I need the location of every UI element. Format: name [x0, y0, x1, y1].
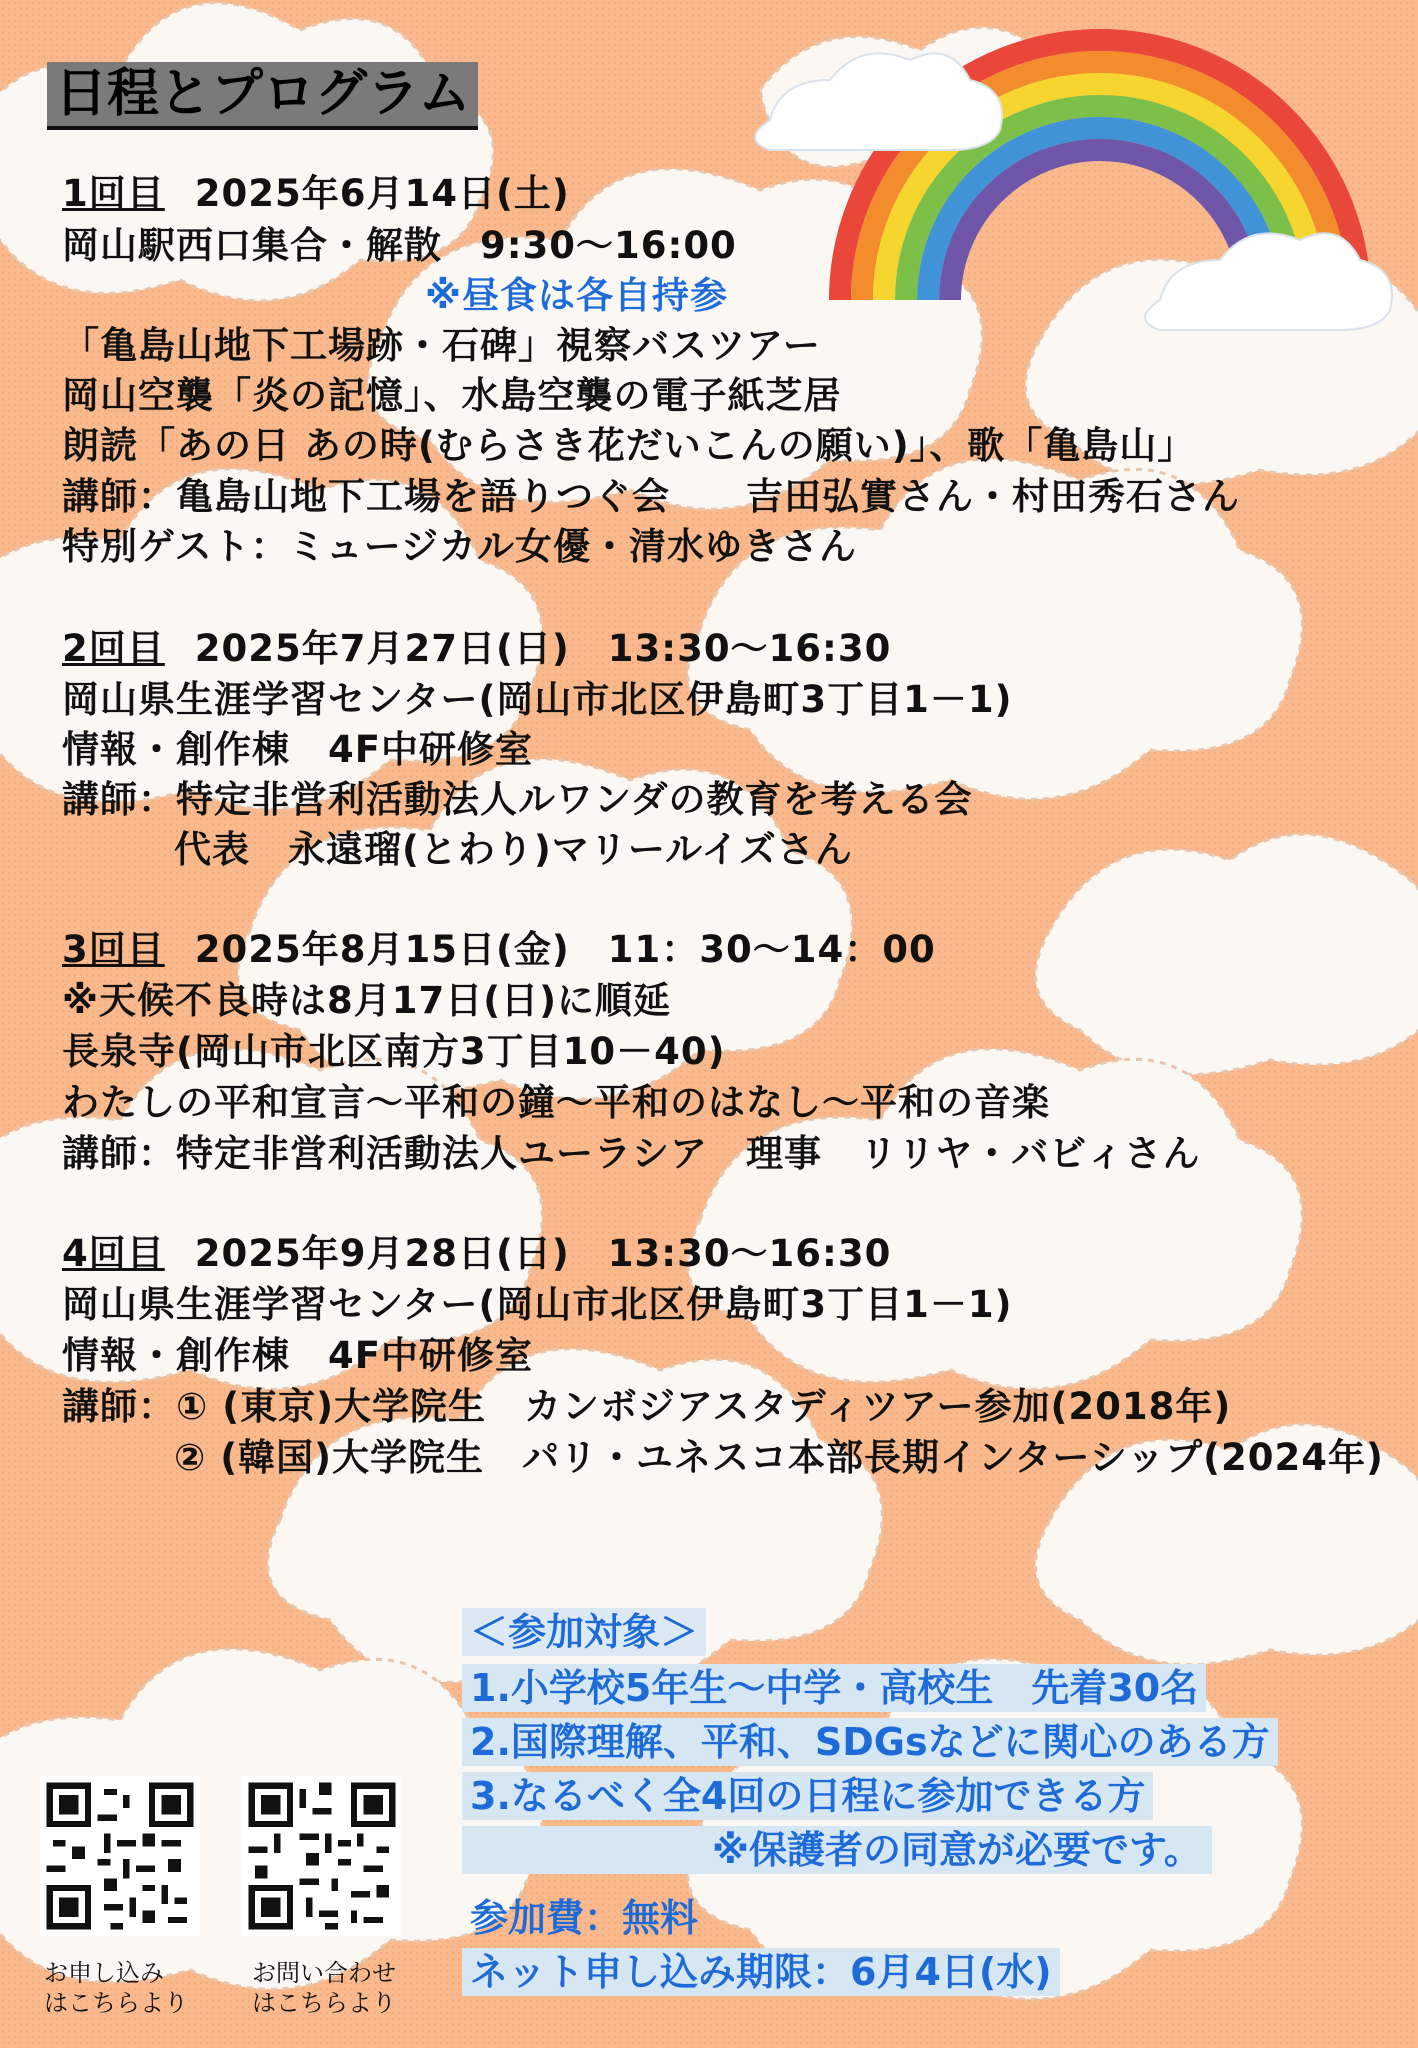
session-1-header — [62, 170, 570, 218]
session-2-header — [62, 625, 891, 673]
session-1-line: 岡山駅西口集合・解散 9:30～16:00 — [62, 224, 737, 267]
session-3-line: 講師：特定非営利活動法人ユーラシア 理事 リリヤ・バビィさん — [62, 1132, 1201, 1175]
session-2-datetime: 2025年7月27日(日) 13:30～16:30 — [194, 627, 892, 670]
session-1-line: 「亀島山地下工場跡・石碑」視察バスツアー — [62, 324, 821, 367]
apply-qr-caption: お申し込み — [44, 1959, 164, 1987]
session-1-line: 講師：亀島山地下工場を語りつぐ会 吉田弘實さん・村田秀石さん — [62, 475, 1240, 518]
session-2-line: 情報・創作棟 4F中研修室 — [62, 728, 534, 771]
inquiry-qr-code-icon[interactable] — [242, 1776, 402, 1936]
target-item: 1.小学校5年生～中学・高校生 先着30名 — [462, 1664, 1206, 1712]
page-title: 日程とプログラム — [47, 62, 478, 130]
session-1-datetime: 2025年6月14日(土) — [194, 172, 570, 215]
fee-text: 参加費：無料 — [470, 1896, 699, 1940]
session-1-line: 岡山空襲「炎の記憶」、水島空襲の電子紙芝居 — [62, 374, 842, 417]
inquiry-qr-caption: はこちらより — [252, 1989, 396, 2017]
target-item: 2.国際理解、平和、SDGsなどに関心のある方 — [462, 1718, 1278, 1766]
session-4-line: 情報・創作棟 4F中研修室 — [62, 1334, 534, 1377]
session-4-header — [62, 1230, 891, 1278]
session-2-line: 代表 永遠瑠(とわり)マリールイズさん — [174, 828, 853, 871]
session-1-label: 1回目 — [62, 172, 165, 215]
session-3-header — [62, 926, 936, 974]
target-item: 3.なるべく全4回の日程に参加できる方 — [462, 1772, 1153, 1820]
session-4-line: ② (韓国)大学院生 パリ・ユネスコ本部長期インターシップ(2024年) — [174, 1436, 1384, 1479]
session-1-note: ※昼食は各自持参 — [425, 274, 728, 317]
session-4-line: 岡山県生涯学習センター(岡山市北区伊島町3丁目1－1) — [62, 1283, 1013, 1326]
session-1-line: 朗読「あの日 あの時(むらさき花だいこんの願い)」、歌「亀島山」 — [62, 424, 1196, 467]
session-3-datetime: 2025年8月15日(金) 11：30～14：00 — [194, 928, 936, 971]
session-4-datetime: 2025年9月28日(日) 13:30～16:30 — [194, 1232, 892, 1275]
target-note: ※保護者の同意が必要です。 — [462, 1826, 1212, 1874]
apply-qr-code-icon[interactable] — [40, 1776, 200, 1936]
deadline-text: ネット申し込み期限：6月4日(水) — [462, 1948, 1060, 1996]
session-3-line: ※天候不良時は8月17日(日)に順延 — [62, 979, 672, 1022]
session-2-label: 2回目 — [62, 627, 165, 670]
session-4-label: 4回目 — [62, 1232, 165, 1275]
session-2-line: 岡山県生涯学習センター(岡山市北区伊島町3丁目1－1) — [62, 678, 1013, 721]
apply-qr-caption: はこちらより — [44, 1989, 188, 2017]
session-2-line: 講師：特定非営利活動法人ルワンダの教育を考える会 — [62, 778, 973, 821]
session-1-line: 特別ゲスト：ミュージカル女優・清水ゆきさん — [62, 525, 858, 568]
session-3-line: わたしの平和宣言～平和の鐘～平和のはなし～平和の音楽 — [62, 1081, 1050, 1124]
inquiry-qr-caption: お問い合わせ — [252, 1959, 396, 1987]
session-3-line: 長泉寺(岡山市北区南方3丁目10－40) — [62, 1030, 726, 1073]
target-heading: ＜参加対象＞ — [462, 1608, 706, 1656]
session-4-line: 講師：① (東京)大学院生 カンボジアスタディツアー参加(2018年) — [62, 1385, 1232, 1428]
session-3-label: 3回目 — [62, 928, 165, 971]
